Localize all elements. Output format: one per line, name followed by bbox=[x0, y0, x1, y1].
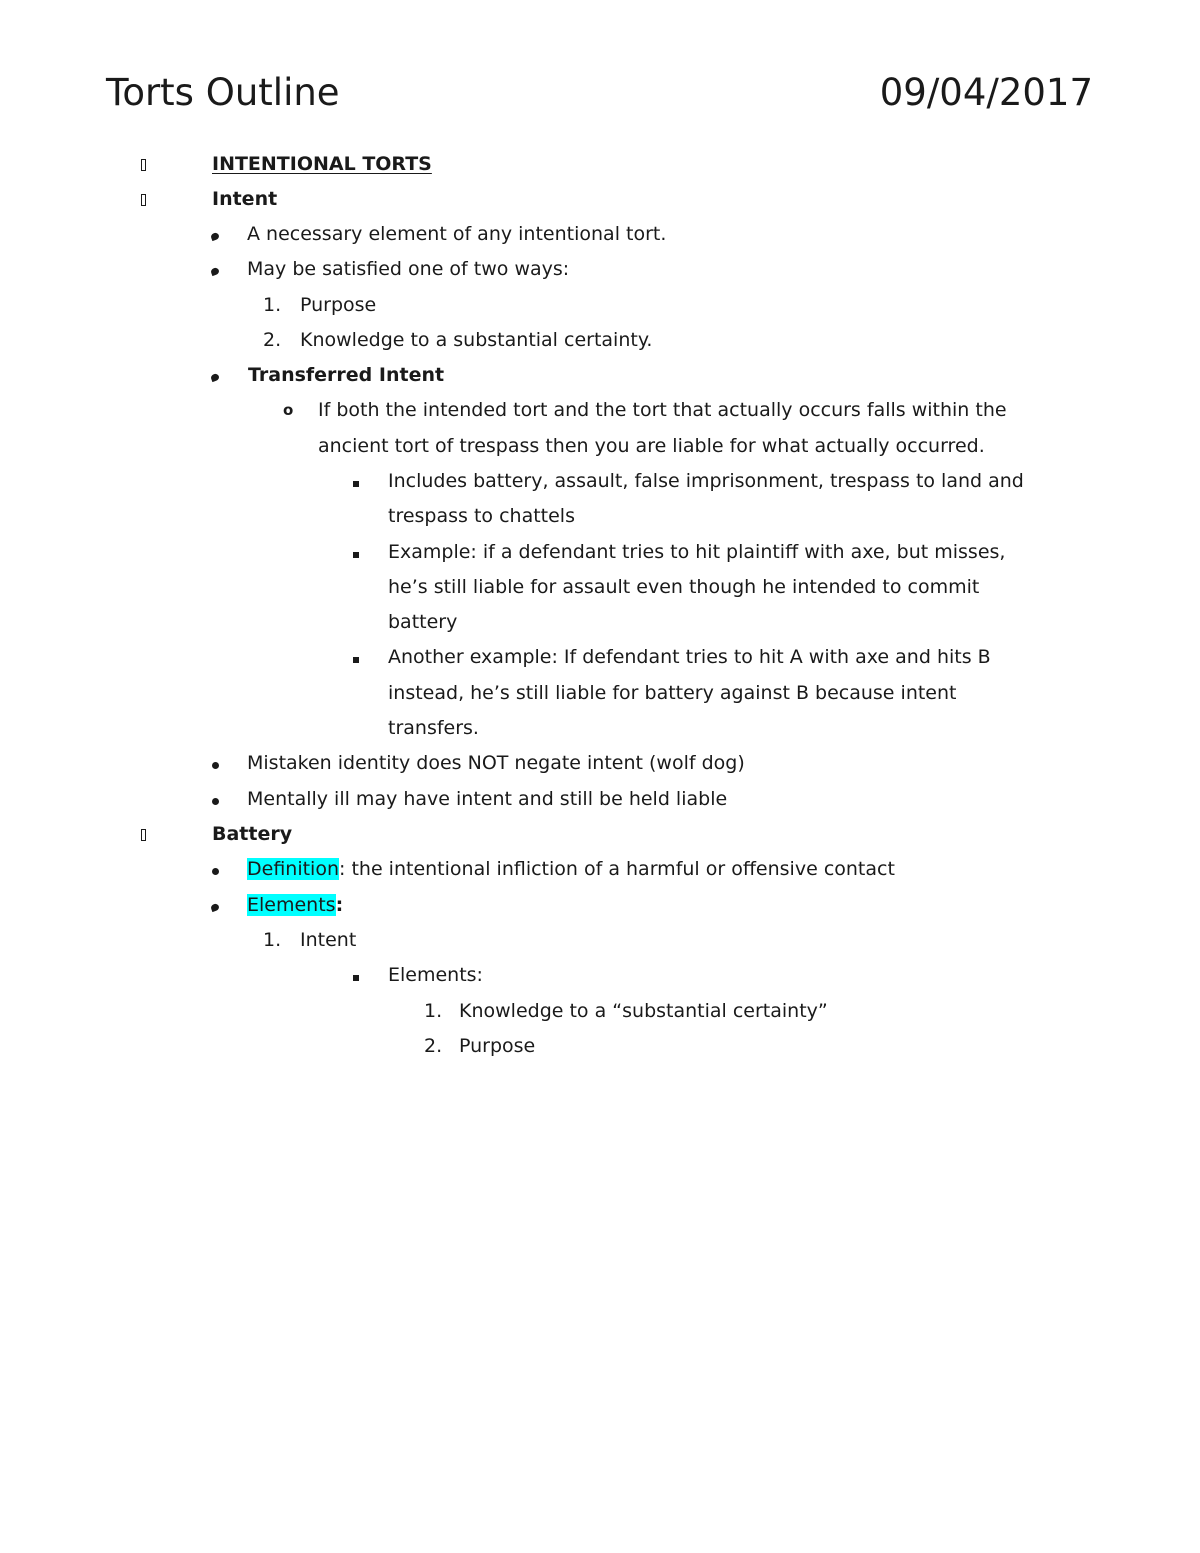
arrow-bullet-icon bbox=[211, 252, 219, 287]
list-item-elements bbox=[247, 888, 343, 923]
section-heading-intent: Intent bbox=[212, 188, 278, 210]
list-item-continuation: battery bbox=[388, 611, 458, 633]
document-date: 09/04/2017 bbox=[879, 71, 1093, 114]
arrow-bullet-icon bbox=[211, 358, 219, 393]
circle-bullet-icon: o bbox=[283, 401, 294, 419]
list-item-continuation: transfers. bbox=[388, 717, 479, 739]
arrow-bullet-icon bbox=[211, 888, 219, 923]
list-item: A necessary element of any intentional tort. bbox=[247, 223, 667, 245]
highlighted-term: Elements bbox=[247, 894, 336, 916]
list-item: May be satisfied one of two ways: bbox=[247, 258, 570, 280]
section-heading-intentional-torts: INTENTIONAL TORTS bbox=[212, 153, 432, 175]
list-item: Knowledge to a “substantial certainty” bbox=[459, 1000, 828, 1022]
arrow-bullet-icon bbox=[211, 217, 219, 252]
list-item: Knowledge to a substantial certainty. bbox=[300, 329, 653, 351]
highlighted-term: Definition bbox=[247, 858, 340, 880]
list-item: Purpose bbox=[459, 1035, 536, 1057]
square-bullet-icon bbox=[353, 640, 359, 675]
section-heading-battery: Battery bbox=[212, 823, 293, 845]
list-item: Purpose bbox=[300, 294, 377, 316]
list-item: Mistaken identity does NOT negate intent (wolf dog) bbox=[247, 752, 745, 774]
box-bullet-icon bbox=[141, 817, 146, 852]
definition-text: : the intentional infliction of a harmful or offensive contact bbox=[339, 858, 895, 880]
square-bullet-icon bbox=[353, 535, 359, 570]
box-bullet-icon bbox=[141, 147, 146, 182]
list-item-continuation: trespass to chattels bbox=[388, 505, 575, 527]
list-item-definition bbox=[247, 852, 895, 887]
list-item: Intent bbox=[300, 929, 357, 951]
list-item: Example: if a defendant tries to hit plaintiff with axe, but misses, bbox=[388, 541, 1006, 563]
list-number: 1. bbox=[263, 294, 282, 316]
disc-bullet-icon bbox=[212, 852, 219, 887]
list-item: Includes battery, assault, false imprisonment, trespass to land and bbox=[388, 470, 1024, 492]
subheading-transferred-intent: Transferred Intent bbox=[248, 364, 445, 386]
disc-bullet-icon bbox=[212, 746, 219, 781]
list-number: 2. bbox=[424, 1035, 443, 1057]
box-bullet-icon bbox=[141, 182, 146, 217]
elements-colon: : bbox=[335, 894, 344, 916]
list-number: 2. bbox=[263, 329, 282, 351]
list-item-continuation: he’s still liable for assault even though he intended to commit bbox=[388, 576, 980, 598]
list-item-continuation: ancient tort of trespass then you are liable for what actually occurred. bbox=[318, 435, 985, 457]
list-item: If both the intended tort and the tort that actually occurs falls within the bbox=[318, 399, 1007, 421]
list-item: Another example: If defendant tries to hit A with axe and hits B bbox=[388, 646, 991, 668]
document-title: Torts Outline bbox=[106, 71, 340, 114]
list-number: 1. bbox=[424, 1000, 443, 1022]
list-item: Mentally ill may have intent and still be held liable bbox=[247, 788, 728, 810]
square-bullet-icon bbox=[353, 464, 359, 499]
list-item: Elements: bbox=[388, 964, 483, 986]
disc-bullet-icon bbox=[212, 782, 219, 817]
list-number: 1. bbox=[263, 929, 282, 951]
square-bullet-icon bbox=[353, 958, 359, 993]
list-item-continuation: instead, he’s still liable for battery against B because intent bbox=[388, 682, 957, 704]
